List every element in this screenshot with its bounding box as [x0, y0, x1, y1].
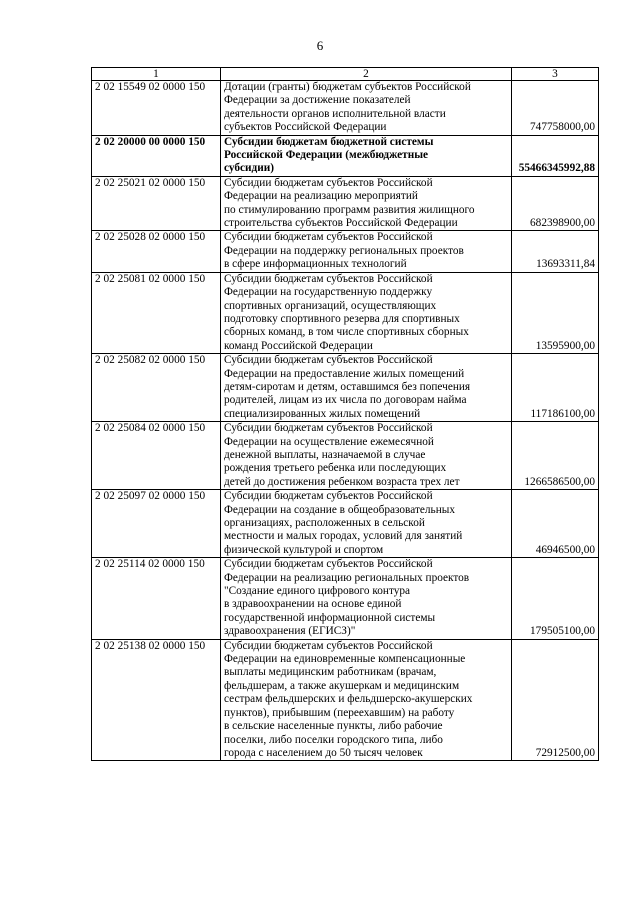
budget-code-cell: 2 02 25138 02 0000 150: [92, 639, 221, 761]
table-row: [92, 558, 599, 639]
description-line: команд Российской Федерации: [224, 339, 373, 352]
description-line: рождения третьего ребенка или последующих: [224, 462, 447, 475]
description-line: в сфере информационных технологий: [224, 258, 407, 271]
description-cell: [221, 176, 512, 231]
description-line: сестрам фельдшерских и фельдшерско-акушерских: [224, 693, 473, 706]
table-row: [92, 135, 599, 176]
amount-cell: 682398900,00: [512, 176, 599, 231]
description-line: специализированных жилых помещений: [224, 407, 421, 420]
amount-cell: 1266586500,00: [512, 422, 599, 490]
description-cell: [221, 490, 512, 558]
description-line: в сельские населенные пункты, либо рабочие: [224, 720, 443, 733]
description-line: Субсидии бюджетам субъектов Российской: [224, 176, 433, 189]
description-line: Субсидии бюджетам субъектов Российской: [224, 422, 433, 435]
description-line: по стимулированию программ развития жилищного: [224, 203, 475, 216]
description-line: спортивных организаций, осуществляющих: [224, 299, 437, 312]
amount-cell: 13595900,00: [512, 272, 599, 353]
description-cell: [221, 639, 512, 761]
amount-cell: 72912500,00: [512, 639, 599, 761]
description-line: Федерации на поддержку региональных проектов: [224, 244, 464, 257]
description-line: Федерации на предоставление жилых помещений: [224, 367, 465, 380]
description-line: Федерации на государственную поддержку: [224, 286, 433, 299]
table-row: [92, 422, 599, 490]
page-number: 6: [316, 38, 324, 53]
description-cell: [221, 81, 512, 136]
description-line: Субсидии бюджетам субъектов Российской: [224, 272, 433, 285]
description-line: Федерации на создание в общеобразовательных: [224, 503, 455, 516]
column-header-3: 3: [512, 68, 599, 81]
amount-cell: 747758000,00: [512, 81, 599, 136]
description-cell: [221, 422, 512, 490]
description-line: фельдшерам, а также акушеркам и медицинским: [224, 679, 460, 692]
description-line: города с населением до 50 тысяч человек: [224, 746, 423, 759]
description-line: Российской Федерации (межбюджетные: [224, 149, 429, 162]
description-line: Субсидии бюджетам субъектов Российской: [224, 639, 433, 652]
budget-code-cell: 2 02 25097 02 0000 150: [92, 490, 221, 558]
budget-code-cell: 2 02 25028 02 0000 150: [92, 231, 221, 272]
budget-table: [91, 67, 599, 761]
description-line: Федерации на единовременные компенсационные: [224, 653, 466, 666]
description-line: государственной информационной системы: [224, 611, 436, 624]
description-line: "Создание единого цифрового контура: [224, 585, 411, 598]
description-cell: [221, 231, 512, 272]
table-row: [92, 231, 599, 272]
description-line: сборных команд, в том числе спортивных сборных: [224, 326, 469, 339]
description-cell: [221, 272, 512, 353]
description-line: здравоохранения (ЕГИСЗ)": [224, 625, 356, 638]
budget-code-cell: 2 02 15549 02 0000 150: [92, 81, 221, 136]
budget-code-cell: 2 02 25114 02 0000 150: [92, 558, 221, 639]
description-cell: [221, 135, 512, 176]
description-line: субъектов Российской Федерации: [224, 121, 387, 134]
description-line: местности и малых городах, условий для занятий: [224, 530, 463, 543]
description-line: Федерации на реализацию мероприятий: [224, 190, 418, 203]
description-line: Дотации (гранты) бюджетам субъектов Российской: [224, 81, 471, 93]
description-line: Федерации за достижение показателей: [224, 94, 411, 107]
description-line: поселки, либо поселки городского типа, либо: [224, 733, 443, 746]
description-line: физической культурой и спортом: [224, 543, 384, 556]
description-line: Субсидии бюджетам субъектов Российской: [224, 558, 433, 571]
description-line: Субсидии бюджетам субъектов Российской: [224, 231, 433, 244]
column-header-2: 2: [221, 68, 512, 81]
description-line: Федерации на реализацию региональных проектов: [224, 571, 470, 584]
description-line: строительства субъектов Российской Федерации: [224, 217, 458, 230]
table-row: [92, 176, 599, 231]
amount-cell: 179505100,00: [512, 558, 599, 639]
budget-code-cell: 2 02 25084 02 0000 150: [92, 422, 221, 490]
description-line: детей до достижения ребенком возраста трех лет: [224, 475, 460, 488]
budget-code-cell: 2 02 25082 02 0000 150: [92, 354, 221, 422]
amount-cell: 13693311,84: [512, 231, 599, 272]
description-line: Федерации на осуществление ежемесячной: [224, 435, 434, 448]
description-line: Субсидии бюджетам бюджетной системы: [224, 135, 434, 148]
column-header-1: 1: [92, 68, 221, 81]
amount-cell: 46946500,00: [512, 490, 599, 558]
description-line: денежной выплаты, назначаемой в случае: [224, 448, 426, 461]
table-row: [92, 490, 599, 558]
amount-cell: 117186100,00: [512, 354, 599, 422]
table-row: [92, 639, 599, 761]
table-row: [92, 354, 599, 422]
amount-cell: 55466345992,88: [512, 135, 599, 176]
table-row: [92, 272, 599, 353]
description-line: Субсидии бюджетам субъектов Российской: [224, 490, 433, 503]
budget-code-cell: 2 02 25081 02 0000 150: [92, 272, 221, 353]
description-cell: [221, 354, 512, 422]
description-line: в здравоохранении на основе единой: [224, 598, 402, 611]
description-line: родителей, лицам из их числа по договорам найма: [224, 394, 467, 407]
description-line: детям-сиротам и детям, оставшимся без попечения: [224, 380, 471, 393]
budget-code-cell: 2 02 25021 02 0000 150: [92, 176, 221, 231]
description-line: субсидии): [224, 162, 275, 175]
description-line: деятельности органов исполнительной власти: [224, 107, 446, 120]
description-line: выплаты медицинским работникам (врачам,: [224, 666, 437, 679]
table-header-row: [92, 68, 599, 81]
description-line: подготовку спортивного резерва для спортивных: [224, 312, 460, 325]
description-line: Субсидии бюджетам субъектов Российской: [224, 354, 433, 367]
table-row: [92, 81, 599, 136]
description-cell: [221, 558, 512, 639]
description-line: организациях, расположенных в сельской: [224, 517, 425, 529]
budget-code-cell: 2 02 20000 00 0000 150: [92, 135, 221, 176]
description-line: пунктов), прибывшим (переехавшим) на работу: [224, 706, 455, 719]
